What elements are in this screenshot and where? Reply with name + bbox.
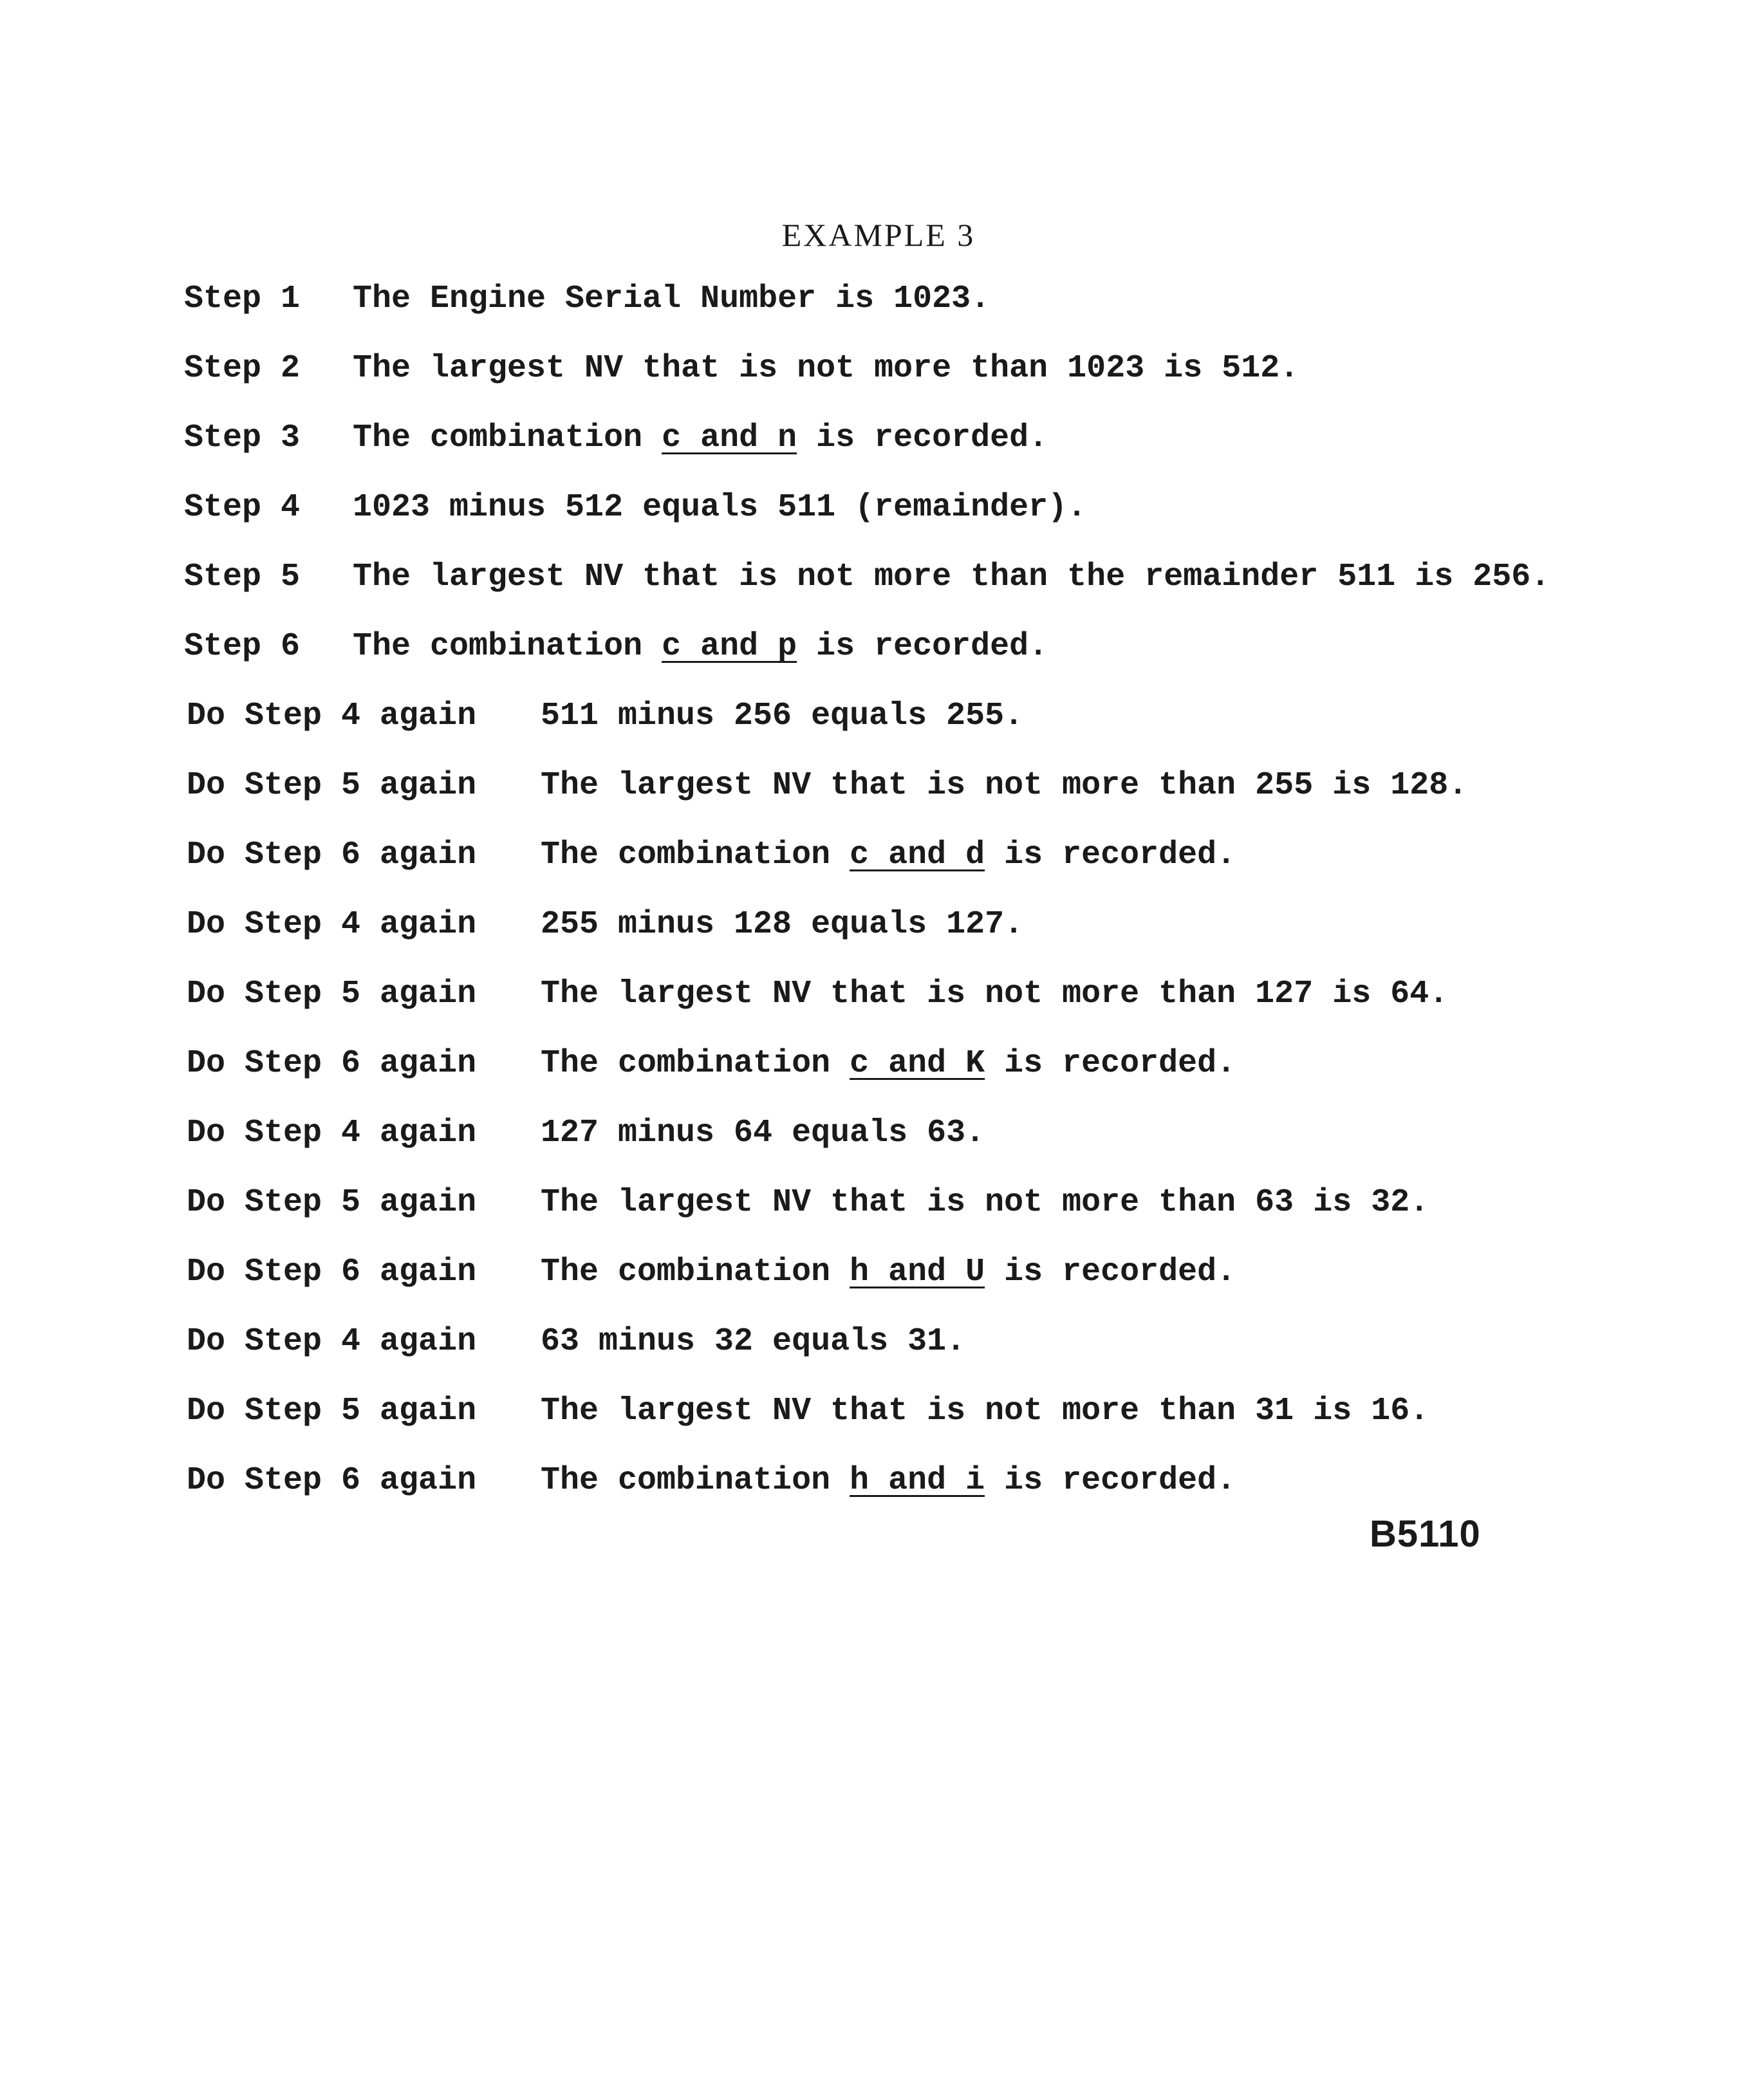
underlined-combination: c and K xyxy=(850,1045,985,1082)
step-row xyxy=(184,839,1651,871)
step-label: Step 2 xyxy=(184,350,301,387)
step-text: The largest NV that is not more than 127 is 64. xyxy=(541,976,1449,1012)
step-label: Do Step 6 again xyxy=(187,1462,477,1499)
step-row xyxy=(184,1323,1651,1360)
figure-code: B5110 xyxy=(1370,1513,1481,1555)
step-label: Do Step 5 again xyxy=(187,767,477,804)
underlined-combination: h and i xyxy=(850,1462,985,1499)
step-text: The combination c and n is recorded. xyxy=(353,420,1048,456)
step-label: Step 6 xyxy=(184,628,301,665)
step-text: The combination c and p is recorded. xyxy=(353,628,1048,665)
step-row xyxy=(184,1184,1651,1221)
step-label: Do Step 4 again xyxy=(187,1115,477,1151)
step-row xyxy=(184,1256,1651,1288)
step-text: 1023 minus 512 equals 511 (remainder). xyxy=(353,489,1087,526)
step-text: The combination c and K is recorded. xyxy=(541,1045,1236,1082)
underlined-combination: h and U xyxy=(850,1254,985,1290)
step-text: The combination c and d is recorded. xyxy=(541,837,1236,873)
step-label: Step 5 xyxy=(184,559,301,595)
step-row xyxy=(184,1117,1651,1149)
step-row xyxy=(184,489,1651,526)
step-row xyxy=(184,1462,1651,1499)
step-text: The largest NV that is not more than 255 is 128. xyxy=(541,767,1468,804)
step-label: Step 4 xyxy=(184,489,301,526)
underlined-combination: c and n xyxy=(662,420,797,456)
step-text: 255 minus 128 equals 127. xyxy=(541,906,1024,943)
step-row xyxy=(184,561,1651,593)
step-label: Do Step 6 again xyxy=(187,837,477,873)
underlined-combination: c and p xyxy=(662,628,797,665)
underlined-combination: c and d xyxy=(850,837,985,873)
step-label: Step 3 xyxy=(184,420,301,456)
step-row xyxy=(184,1395,1651,1427)
step-row xyxy=(184,1045,1651,1082)
step-label: Do Step 5 again xyxy=(187,976,477,1012)
step-label: Do Step 5 again xyxy=(187,1393,477,1429)
step-label: Do Step 4 again xyxy=(187,698,477,734)
step-text: The largest NV that is not more than the remainder 511 is 256. xyxy=(353,559,1550,595)
step-label: Do Step 6 again xyxy=(187,1254,477,1290)
step-row xyxy=(184,906,1651,943)
step-row xyxy=(184,767,1651,804)
step-text: The largest NV that is not more than 31 is 16. xyxy=(541,1393,1429,1429)
step-row xyxy=(184,700,1651,732)
step-row xyxy=(184,283,1651,315)
step-text: 511 minus 256 equals 255. xyxy=(541,698,1024,734)
step-text: The combination h and U is recorded. xyxy=(541,1254,1236,1290)
step-text: The largest NV that is not more than 1023 is 512. xyxy=(353,350,1299,387)
page-title: EXAMPLE 3 xyxy=(781,217,976,253)
step-label: Do Step 6 again xyxy=(187,1045,477,1082)
step-text: The Engine Serial Number is 1023. xyxy=(353,281,990,317)
step-text: 63 minus 32 equals 31. xyxy=(541,1323,966,1360)
step-row xyxy=(184,422,1651,454)
step-row xyxy=(184,350,1651,387)
step-label: Do Step 4 again xyxy=(187,1323,477,1360)
step-text: The largest NV that is not more than 63 is 32. xyxy=(541,1184,1429,1221)
step-text: 127 minus 64 equals 63. xyxy=(541,1115,985,1151)
step-list xyxy=(184,283,1651,1534)
step-row xyxy=(184,628,1651,665)
step-label: Step 1 xyxy=(184,281,301,317)
step-label: Do Step 5 again xyxy=(187,1184,477,1221)
step-text: The combination h and i is recorded. xyxy=(541,1462,1236,1499)
step-label: Do Step 4 again xyxy=(187,906,477,943)
step-row xyxy=(184,978,1651,1010)
